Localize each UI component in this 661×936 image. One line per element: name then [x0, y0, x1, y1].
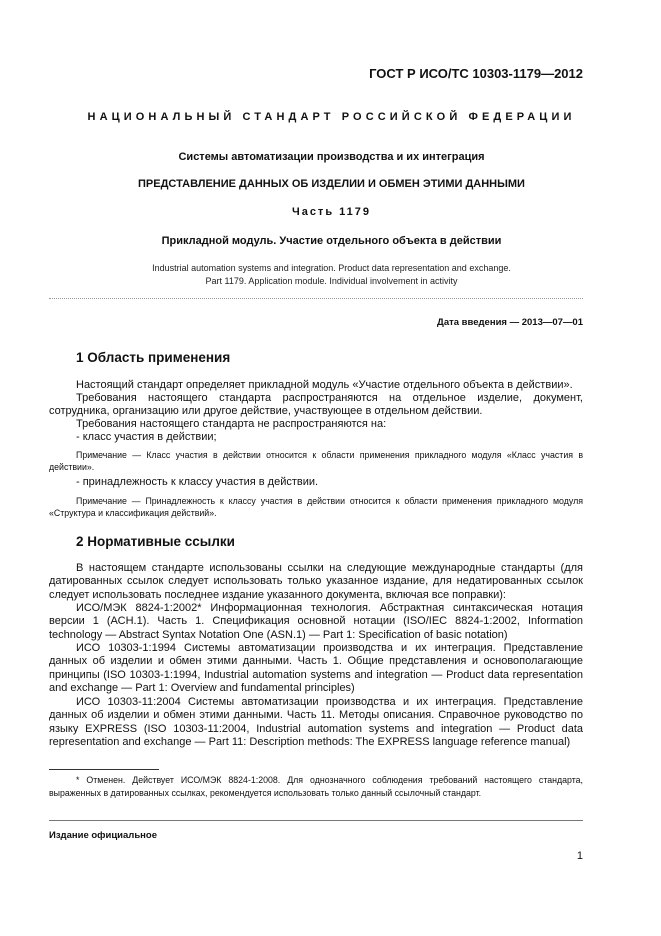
reference-iso-10303-11: ИСО 10303-11:2004 Системы автоматизации производства и их интеграция. Представление данных об изделии и обмен этими данными. Часть 11. Методы описания. Справочное руководство по языку EXPRESS (ISO 10303-11:2004, Industrial automation systems and integration — Product data representation and exchange — Part 11: Description methods: The EXPRESS language reference manual) [49, 696, 583, 748]
section-2-heading: 2 Нормативные ссылки [76, 534, 235, 549]
english-title-line-2: Part 1179. Application module. Individual involvement in activity [205, 276, 458, 286]
footer-rule [49, 820, 583, 821]
section-1-paragraph-1: Настоящий стандарт определяет прикладной модуль «Участие отдельного объекта в действии». [76, 379, 573, 391]
part-number: Часть 1179 [291, 206, 372, 218]
english-title-line-1: Industrial automation systems and integration. Product data representation and exchange. [152, 263, 511, 273]
module-title: Прикладной модуль. Участие отдельного объекта в действии [161, 235, 502, 247]
official-edition-label: Издание официальное [49, 830, 157, 841]
document-number: ГОСТ Р ИСО/ТС 10303-1179—2012 [369, 66, 583, 81]
section-1-heading: 1 Область применения [76, 350, 231, 365]
introduction-date: Дата введения — 2013—07—01 [437, 317, 583, 328]
section-2-paragraph-1: В настоящем стандарте использованы ссылки на следующие международные стандарты (для датированных ссылок следует использовать только указанное издание, для недатированных ссылок следует использовать последнее издание указанного документа, включая все поправки): [49, 562, 583, 601]
section-1-note-2: Примечание — Принадлежность к классу участия в действии относится к области применения прикладного модуля «Структура и классификация действий». [49, 496, 583, 518]
national-standard-banner: НАЦИОНАЛЬНЫЙ СТАНДАРТ РОССИЙСКОЙ ФЕДЕРАЦИИ [87, 111, 576, 123]
title-line-1: Системы автоматизации производства и их интеграция [178, 151, 485, 163]
section-1-paragraph-3: Требования настоящего стандарта не распространяются на: [76, 418, 387, 430]
section-1-paragraph-2: Требования настоящего стандарта распространяются на отдельное изделие, документ, сотрудника, организацию или другое действие, участвующее в отдельном действии. [49, 392, 583, 418]
footnote: * Отменен. Действует ИСО/МЭК 8824-1:2008. Для однозначного соблюдения требований настоящего стандарта, выраженных в датированных ссылках, рекомендуется использовать только данный ссылочный стандарт. [49, 775, 583, 798]
title-separator [49, 298, 583, 299]
reference-iso-10303-1: ИСО 10303-1:1994 Системы автоматизации производства и их интеграция. Представление данных об изделии и обмен этими данными. Часть 1. Общие представления и основополагающие принципы (ISO 10303-1:1994, Industrial automation systems and integration — Product data representation and exchange — Part 1: Overview and fundamental principles) [49, 642, 583, 694]
title-line-2: ПРЕДСТАВЛЕНИЕ ДАННЫХ ОБ ИЗДЕЛИИ И ОБМЕН ЭТИМИ ДАННЫМИ [138, 178, 525, 190]
section-1-list-item-1: - класс участия в действии; [76, 431, 217, 443]
section-1-note-1: Примечание — Класс участия в действии относится к области применения прикладного модуля «Класс участия в действии». [49, 450, 583, 472]
section-1-list-item-2: - принадлежность к классу участия в действии. [76, 476, 319, 488]
reference-iso-iec-8824-1: ИСО/МЭК 8824-1:2002* Информационная технология. Абстрактная синтаксическая нотация версии 1 (АСН.1). Часть 1. Спецификация основной нотации (ISO/IEC 8824-1:2002, Information technology — Abstract Syntax Notation One (ASN.1) — Part 1: Specification of basic notation) [49, 602, 583, 641]
english-title [49, 262, 614, 288]
page-number: 1 [576, 850, 583, 862]
footnote-rule [49, 769, 159, 770]
